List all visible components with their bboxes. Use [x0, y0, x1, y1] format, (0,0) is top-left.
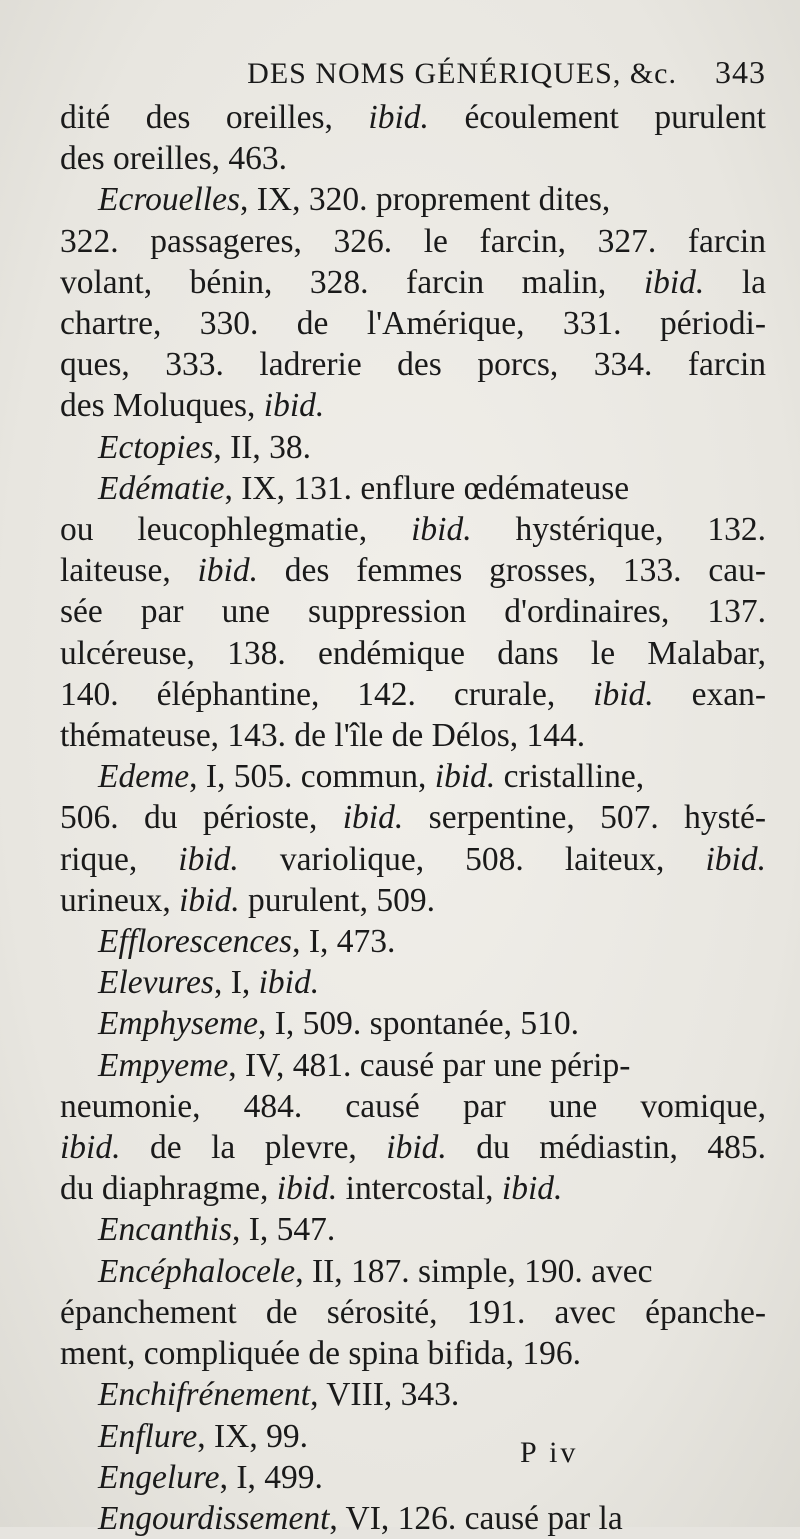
line-text	[60, 797, 766, 838]
index-entry-line	[60, 1498, 766, 1539]
line-text	[98, 1457, 323, 1498]
running-title: DES NOMS GÉNÉRIQUES, &c.	[247, 57, 677, 90]
index-entry-line	[60, 468, 766, 509]
italic-reference: ibid.	[705, 840, 766, 878]
text-segment: 322. passageres, 326. le farcin, 327. farcin	[60, 222, 766, 260]
line-text	[60, 138, 287, 179]
line-text	[60, 674, 766, 715]
italic-reference: ibid.	[178, 840, 239, 878]
italic-reference: ibid.	[386, 1129, 447, 1167]
text-segment: chartre, 330. de l'Amérique, 331. périodi-	[60, 305, 766, 343]
index-entry-line	[60, 1209, 766, 1250]
text-segment: 506. du périoste,	[60, 799, 343, 837]
index-term: Ectopies	[98, 428, 214, 466]
italic-reference: ibid.	[276, 1170, 338, 1208]
index-term: Encanthis	[98, 1211, 232, 1249]
index-line	[60, 550, 766, 591]
index-text	[60, 97, 766, 1539]
index-entry-line	[60, 1251, 766, 1292]
text-segment: ulcéreuse, 138. endémique dans le Malabar,	[60, 634, 766, 672]
text-segment: , I, 505. commun,	[189, 758, 435, 796]
index-line	[60, 303, 766, 344]
index-term: Enchifrénement	[98, 1376, 311, 1414]
line-text	[60, 97, 766, 138]
italic-reference: ibid.	[593, 675, 654, 713]
italic-reference: ibid.	[179, 881, 240, 919]
text-segment: , II, 187. simple, 190. avec	[295, 1252, 653, 1290]
index-line	[60, 674, 766, 715]
text-segment: thémateuse, 143. de l'île de Délos, 144.	[60, 717, 586, 755]
index-term: Elevures	[98, 964, 214, 1002]
running-header	[60, 54, 766, 91]
index-line	[60, 591, 766, 632]
index-term: Engelure	[98, 1458, 220, 1496]
index-term: Ecrouelles	[98, 181, 241, 219]
index-line	[60, 1127, 766, 1168]
text-segment: des oreilles, 463.	[60, 140, 288, 178]
index-line	[60, 1292, 766, 1333]
text-segment: intercostal,	[337, 1170, 502, 1208]
index-term: Edématie	[98, 469, 225, 507]
line-text	[60, 880, 435, 921]
line-text	[98, 962, 319, 1003]
index-term: Enflure	[98, 1417, 198, 1455]
text-segment: dité des oreilles,	[60, 99, 369, 136]
index-entry-line	[60, 921, 766, 962]
text-segment: écoulement purulent	[428, 99, 766, 136]
line-text	[98, 1416, 308, 1457]
text-segment: , IV, 481. causé par une périp-	[228, 1046, 631, 1084]
text-segment: la	[704, 263, 766, 301]
text-segment: , I, 547.	[231, 1211, 336, 1249]
text-segment: , VIII, 343.	[310, 1376, 460, 1414]
line-text	[60, 591, 766, 632]
index-entry-line	[60, 756, 766, 797]
index-term: Engourdissement	[98, 1499, 330, 1537]
text-segment: variolique, 508. laiteux,	[238, 840, 706, 878]
line-text	[98, 1003, 579, 1044]
index-entry-line	[60, 1416, 766, 1457]
text-segment: cristalline,	[495, 758, 645, 796]
text-segment: du diaphragme,	[60, 1170, 277, 1208]
index-entry-line	[60, 962, 766, 1003]
text-segment: de la plevre,	[120, 1129, 387, 1167]
index-entry-line	[60, 1003, 766, 1044]
line-text	[60, 262, 766, 303]
line-text	[60, 344, 766, 385]
line-text	[60, 303, 766, 344]
line-text	[60, 509, 766, 550]
italic-reference: ibid.	[434, 758, 496, 796]
index-line	[60, 1333, 766, 1374]
text-segment: , I, 499.	[219, 1458, 323, 1496]
text-segment: , I,	[213, 964, 259, 1002]
line-text	[60, 550, 766, 591]
line-text	[98, 1251, 652, 1292]
line-text	[98, 1045, 630, 1086]
index-line	[60, 880, 766, 921]
index-line	[60, 715, 766, 756]
text-segment: laiteuse,	[60, 552, 198, 590]
line-text	[98, 427, 311, 468]
line-text	[98, 1209, 335, 1250]
index-entry-line	[60, 1374, 766, 1415]
index-line	[60, 839, 766, 880]
text-segment: ment, compliquée de spina bifida, 196.	[60, 1335, 581, 1373]
text-segment: rique,	[60, 840, 179, 878]
text-segment: , IX, 131. enflure œdémateuse	[224, 469, 630, 507]
index-term: Edeme	[98, 758, 190, 796]
line-text	[98, 468, 629, 509]
line-text	[98, 1374, 459, 1415]
index-line	[60, 509, 766, 550]
text-segment: du médiastin, 485.	[446, 1129, 766, 1167]
line-text	[60, 1292, 766, 1333]
text-segment: exan-	[653, 675, 766, 713]
index-entry-line	[60, 179, 766, 220]
text-segment: épanchement de sérosité, 191. avec épanche-	[60, 1293, 766, 1331]
line-text	[60, 715, 585, 756]
index-line	[60, 138, 766, 179]
text-segment: , II, 38.	[213, 428, 312, 466]
text-segment: , IX, 320. proprement dites,	[240, 181, 611, 219]
signature-mark: P iv	[520, 1436, 579, 1469]
text-segment: purulent, 509.	[239, 881, 435, 919]
line-text	[98, 756, 644, 797]
index-term: Emphyseme	[98, 1005, 258, 1043]
text-segment: , VI, 126. causé par la	[329, 1499, 623, 1537]
italic-reference: ibid.	[258, 964, 320, 1002]
italic-reference: ibid.	[60, 1129, 121, 1167]
text-segment: 140. éléphantine, 142. crurale,	[60, 675, 594, 713]
line-text	[98, 921, 395, 962]
italic-reference: ibid.	[197, 552, 258, 590]
page-number: 343	[715, 54, 766, 90]
text-segment: hystérique, 132.	[471, 511, 766, 549]
text-segment: sée par une suppression d'ordinaires, 137.	[60, 593, 766, 631]
index-line	[60, 97, 766, 138]
index-line	[60, 1086, 766, 1127]
italic-reference: ibid.	[342, 799, 404, 837]
line-text	[60, 221, 766, 262]
italic-reference: ibid.	[263, 387, 325, 425]
italic-reference: ibid.	[368, 99, 429, 136]
index-line	[60, 262, 766, 303]
italic-reference: ibid.	[643, 263, 705, 301]
index-line	[60, 385, 766, 426]
index-line	[60, 1168, 766, 1209]
index-line	[60, 633, 766, 674]
italic-reference: ibid.	[411, 511, 472, 549]
text-segment: serpentine, 507. hysté-	[403, 799, 766, 837]
index-line	[60, 797, 766, 838]
index-line	[60, 344, 766, 385]
line-text	[60, 839, 766, 880]
index-entry-line	[60, 427, 766, 468]
line-text	[60, 385, 324, 426]
text-segment: volant, bénin, 328. farcin malin,	[60, 263, 644, 301]
index-entry-line	[60, 1457, 766, 1498]
line-text	[98, 179, 610, 220]
text-segment: des Moluques,	[60, 387, 264, 425]
text-segment: des femmes grosses, 133. cau-	[258, 552, 766, 590]
index-line	[60, 221, 766, 262]
index-entry-line	[60, 1045, 766, 1086]
text-segment: , I, 509. spontanée, 510.	[258, 1005, 579, 1043]
text-segment: , I, 473.	[292, 923, 396, 961]
italic-reference: ibid.	[501, 1170, 563, 1208]
line-text	[60, 633, 766, 674]
line-text	[60, 1168, 562, 1209]
text-segment: , IX, 99.	[197, 1417, 308, 1455]
text-segment: urineux,	[60, 881, 180, 919]
text-segment: ques, 333. ladrerie des porcs, 334. farcin	[60, 346, 766, 384]
index-term: Efflorescences	[98, 923, 293, 961]
line-text	[60, 1086, 766, 1127]
text-segment: neumonie, 484. causé par une vomique,	[60, 1087, 766, 1125]
index-term: Empyeme	[98, 1046, 229, 1084]
line-text	[60, 1333, 581, 1374]
text-segment: ou leucophlegmatie,	[60, 511, 412, 549]
line-text	[60, 1127, 766, 1168]
index-term: Encéphalocele	[98, 1252, 296, 1290]
line-text	[98, 1498, 623, 1539]
